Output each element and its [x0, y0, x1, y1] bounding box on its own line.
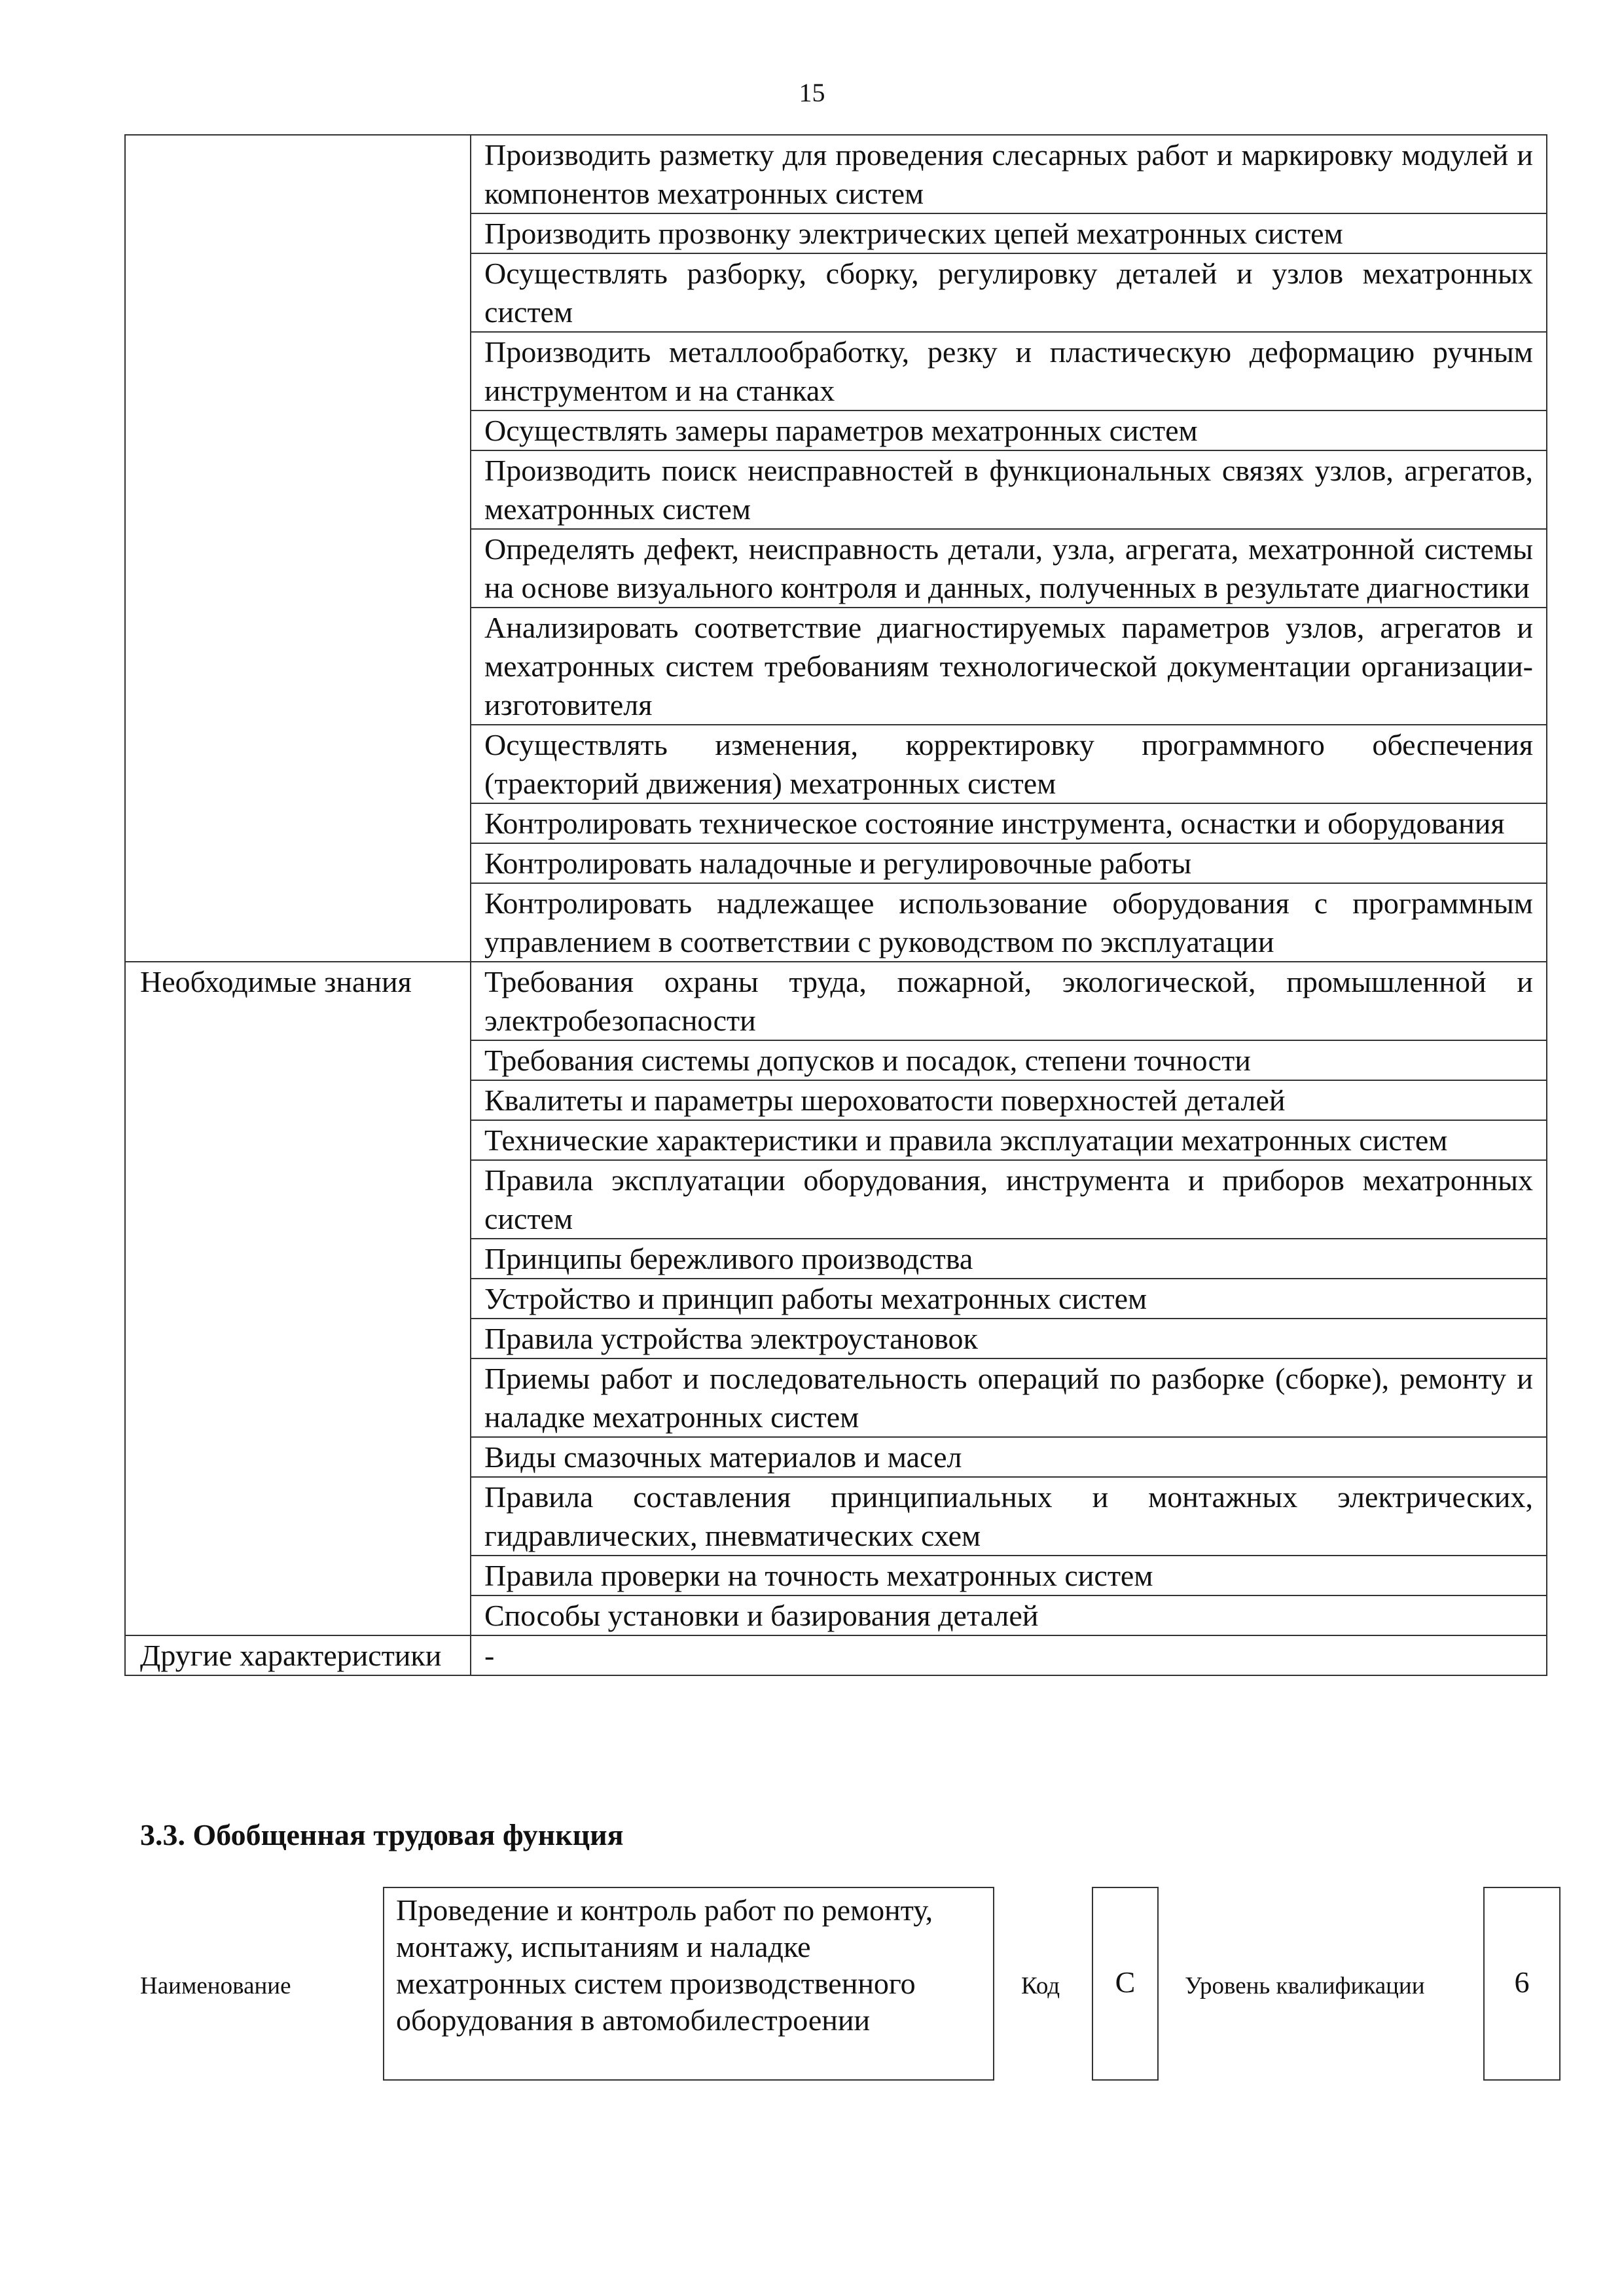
item-cell: Правила устройства электроустановок	[471, 1319, 1547, 1358]
item-cell: Контролировать техническое состояние инструмента, оснастки и оборудования	[471, 803, 1547, 843]
item-cell: Осуществлять замеры параметров мехатронных систем	[471, 410, 1547, 450]
item-cell: Осуществлять изменения, корректировку программного обеспечения (траекторий движения) мехатронных систем	[471, 725, 1547, 803]
item-cell: Требования системы допусков и посадок, степени точности	[471, 1040, 1547, 1080]
level-label: Уровень квалификации	[1185, 1973, 1425, 1999]
table-row	[125, 1635, 1547, 1675]
name-label: Наименование	[140, 1973, 291, 1999]
category-cell: Другие характеристики	[125, 1635, 471, 1675]
item-cell: -	[471, 1635, 1547, 1675]
item-cell: Производить разметку для проведения слесарных работ и маркировку модулей и компонентов мехатронных систем	[471, 135, 1547, 213]
item-cell: Правила проверки на точность мехатронных систем	[471, 1556, 1547, 1595]
name-value: Проведение и контроль работ по ремонту, монтажу, испытаниям и наладке мехатронных систем производственного оборудования в автомобилестроении	[396, 1893, 933, 2037]
page-number: 15	[799, 78, 825, 107]
section-heading: 3.3. Обобщенная трудовая функция	[140, 1818, 624, 1851]
item-cell: Правила эксплуатации оборудования, инструмента и приборов мехатронных систем	[471, 1160, 1547, 1239]
competency-table	[124, 134, 1547, 1676]
table-row	[125, 962, 1547, 1040]
item-cell: Виды смазочных материалов и масел	[471, 1437, 1547, 1477]
item-cell: Производить металлообработку, резку и пластическую деформацию ручным инструментом и на станках	[471, 332, 1547, 410]
item-cell: Способы установки и базирования деталей	[471, 1595, 1547, 1635]
code-label: Код	[1021, 1973, 1060, 1999]
item-cell: Технические характеристики и правила эксплуатации мехатронных систем	[471, 1120, 1547, 1160]
category-cell: Необходимые знания	[125, 962, 471, 1635]
level-value: 6	[1514, 1965, 1530, 1999]
item-cell: Приемы работ и последовательность операций по разборке (сборке), ремонту и наладке мехатронных систем	[471, 1358, 1547, 1437]
table-row	[125, 135, 1547, 213]
item-cell: Анализировать соответствие диагностируемых параметров узлов, агрегатов и мехатронных систем требованиям технологической документации организации-изготовителя	[471, 608, 1547, 725]
item-cell: Контролировать надлежащее использование оборудования с программным управлением в соответствии с руководством по эксплуатации	[471, 883, 1547, 962]
item-cell: Принципы бережливого производства	[471, 1239, 1547, 1279]
item-cell: Устройство и принцип работы мехатронных систем	[471, 1279, 1547, 1319]
code-value: C	[1115, 1965, 1136, 1999]
item-cell: Производить поиск неисправностей в функциональных связях узлов, агрегатов, мехатронных систем	[471, 450, 1547, 529]
item-cell: Определять дефект, неисправность детали, узла, агрегата, мехатронной системы на основе визуального контроля и данных, полученных в результате диагностики	[471, 529, 1547, 608]
item-cell: Квалитеты и параметры шероховатости поверхностей деталей	[471, 1080, 1547, 1120]
item-cell: Требования охраны труда, пожарной, экологической, промышленной и электробезопасности	[471, 962, 1547, 1040]
item-cell: Осуществлять разборку, сборку, регулировку деталей и узлов мехатронных систем	[471, 253, 1547, 332]
item-cell: Контролировать наладочные и регулировочные работы	[471, 843, 1547, 883]
item-cell: Производить прозвонку электрических цепей мехатронных систем	[471, 213, 1547, 253]
category-cell	[125, 135, 471, 962]
item-cell: Правила составления принципиальных и монтажных электрических, гидравлических, пневматических схем	[471, 1477, 1547, 1556]
